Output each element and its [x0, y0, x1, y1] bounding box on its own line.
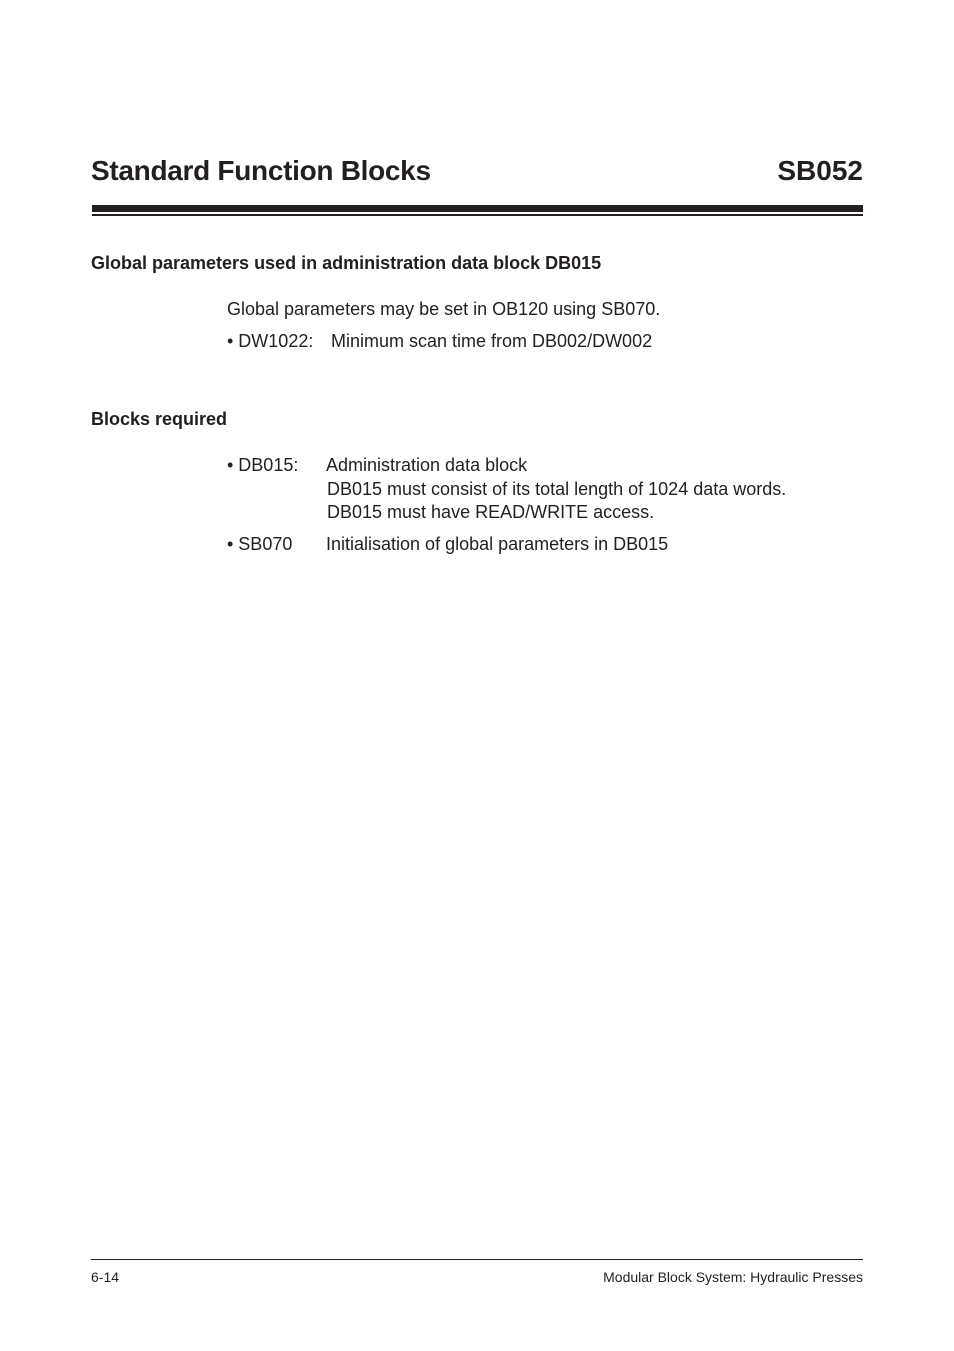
page-number: 6-14: [91, 1269, 120, 1285]
bullet-label: • DW1022:: [227, 331, 314, 351]
header-rule-thin: [92, 214, 863, 216]
item-label: • SB070: [227, 534, 293, 554]
header-rule-thick: [92, 205, 863, 212]
item-line: Administration data block: [326, 455, 528, 475]
footer-rule: [91, 1259, 863, 1260]
section-heading: Global parameters used in administration data block DB015: [91, 253, 602, 273]
item-label: • DB015:: [227, 455, 299, 475]
bullet-text: Minimum scan time from DB002/DW002: [331, 331, 653, 351]
item-line: DB015 must consist of its total length of 1024 data words.: [327, 479, 787, 499]
item-line: DB015 must have READ/WRITE access.: [327, 502, 655, 522]
item-line: Initialisation of global parameters in DB015: [326, 534, 669, 554]
page-title: Standard Function Blocks: [91, 155, 431, 186]
section-heading: Blocks required: [91, 409, 228, 429]
block-code: SB052: [777, 155, 863, 186]
book-title: Modular Block System: Hydraulic Presses: [603, 1269, 863, 1285]
intro-text: Global parameters may be set in OB120 using SB070.: [227, 299, 661, 319]
